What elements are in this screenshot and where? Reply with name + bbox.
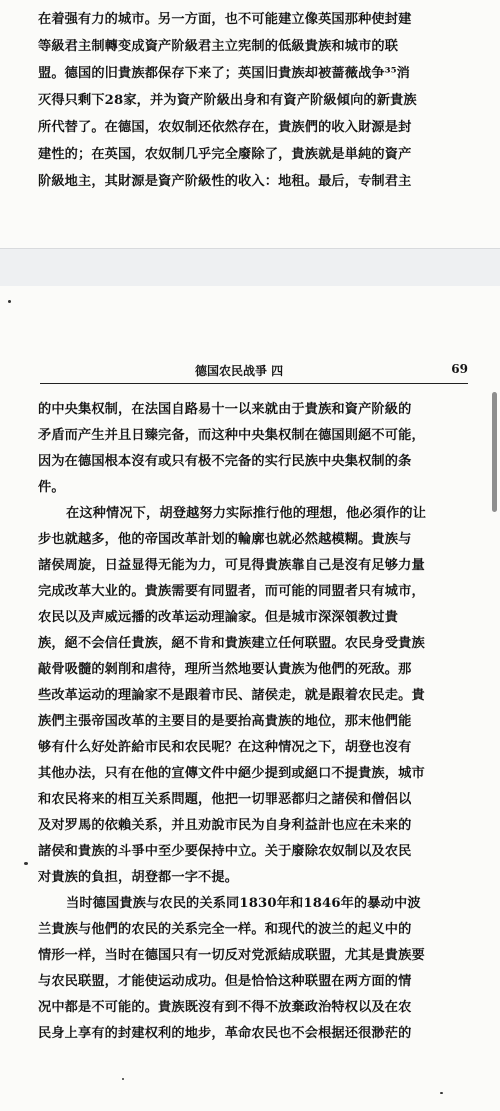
text-line: 灭得只剩下28家，并为資产阶級出身和有資产阶級傾向的新貴族	[38, 93, 417, 108]
text-line: 諸侯和貴族的斗爭中至少要保持中立。关于廢除农奴制以及农民	[38, 844, 412, 859]
text-line: 况中都是不可能的。貴族既沒有到不得不放棄政治特权以及在农	[38, 1000, 412, 1015]
text-line: 完成改革大业的。貴族需要有同盟者，而可能的同盟者只有城市，	[38, 584, 425, 599]
text-line: 族，絕不会信任貴族，絕不肯和貴族建立任何联盟。农民身受貴族	[38, 636, 425, 651]
text-line: 兰貴族与他們的农民的关系完全一样。和现代的波兰的起义中的	[38, 922, 412, 937]
text-line: 对貴族的負担，胡登都一字不提。	[38, 870, 239, 885]
text-line: 及对罗馬的依賴关系，并且劝說市民为自身利益計也应在未来的	[38, 818, 412, 833]
running-header	[40, 362, 468, 382]
text-line: 族們主張帝国改革的主要目的是要抬高貴族的地位，那末他們能	[38, 714, 412, 729]
text-line: 敲骨吸髓的剝削和虐待，理所当然地要认貴族为他們的死敌。那	[38, 662, 412, 677]
text-line: 农民以及声威远播的改革运动理論家。但是城市深深領教过貴	[38, 610, 399, 625]
text-line: 的中央集权制，在法国自路易十一以来就由于貴族和資产阶級的	[38, 402, 412, 417]
text-line: 情形一样，当时在德国只有一切反对党派結成联盟，尤其是貴族要	[38, 948, 425, 963]
text-line: 些改革运动的理論家不是跟着市民、諸侯走，就是跟着农民走。貴	[38, 688, 425, 703]
bottom-page-text	[38, 397, 473, 1047]
text-line: 当时德国貴族与农民的关系同1830年和1846年的暴动中波	[66, 896, 421, 911]
page-gap	[0, 248, 500, 288]
text-line: 所代替了。在德国，农奴制还依然存在，貴族們的收入財源是封	[38, 120, 412, 135]
text-line: 矛盾而产生并且日臻完备，而这种中央集权制在德国則絕不可能，	[38, 428, 425, 443]
top-page	[0, 0, 500, 248]
page-number: 69	[451, 362, 468, 376]
top-page-text	[38, 6, 473, 195]
text-line: 和农民将来的相互关系問題，他把一切罪恶都归之諸侯和僧侶以	[38, 792, 412, 807]
scrollbar-thumb[interactable]	[492, 392, 497, 512]
running-header-title: 德国农民战爭 四	[195, 364, 284, 378]
text-line: 等級君主制轉变成資产阶級君主立宪制的低級貴族和城市的联	[38, 39, 399, 54]
header-rule	[40, 383, 468, 384]
scan-speck	[8, 300, 11, 303]
text-line: 与农民联盟，才能使运动成功。但是恰恰这种联盟在两方面的情	[38, 974, 412, 989]
text-line: 阶級地主，其財源是資产阶級性的收入：地租。最后，专制君主	[38, 174, 412, 189]
text-line: 在着强有力的城市。另一方面，也不可能建立像英国那种使封建	[38, 12, 412, 27]
text-line: 建性的；在英国，农奴制几乎完全廢除了，貴族就是単純的資产	[38, 147, 412, 162]
scan-speck	[440, 1092, 443, 1094]
text-line: 民身上享有的封建权利的地步，革命农民也不会根据还很渺茫的	[38, 1026, 412, 1041]
text-line: 够有什么好处許給市民和农民呢？在这种情况之下，胡登也沒有	[38, 740, 412, 755]
scan-speck	[122, 1078, 124, 1080]
text-line: 其他办法，只有在他的宣傳文件中絕少提到或絕口不提貴族，城市	[38, 766, 425, 781]
text-line: 步也就越多，他的帝国改革計划的輪廓也就必然越模糊。貴族与	[38, 532, 412, 547]
text-line: 在这种情况下，胡登越努力实际推行他的理想，他必須作的让	[66, 506, 427, 521]
text-line: 諸侯周旋，日益显得无能为力，可見得貴族靠自己是沒有足够力量	[38, 558, 425, 573]
text-line: 盟。德国的旧貴族都保存下来了；英国旧貴族却被蔷薇战争³⁵消	[38, 66, 410, 81]
scan-speck	[24, 862, 28, 865]
text-line: 因为在德国根本沒有或只有极不完备的实行民族中央集权制的条	[38, 454, 412, 469]
text-line: 件。	[38, 480, 65, 495]
